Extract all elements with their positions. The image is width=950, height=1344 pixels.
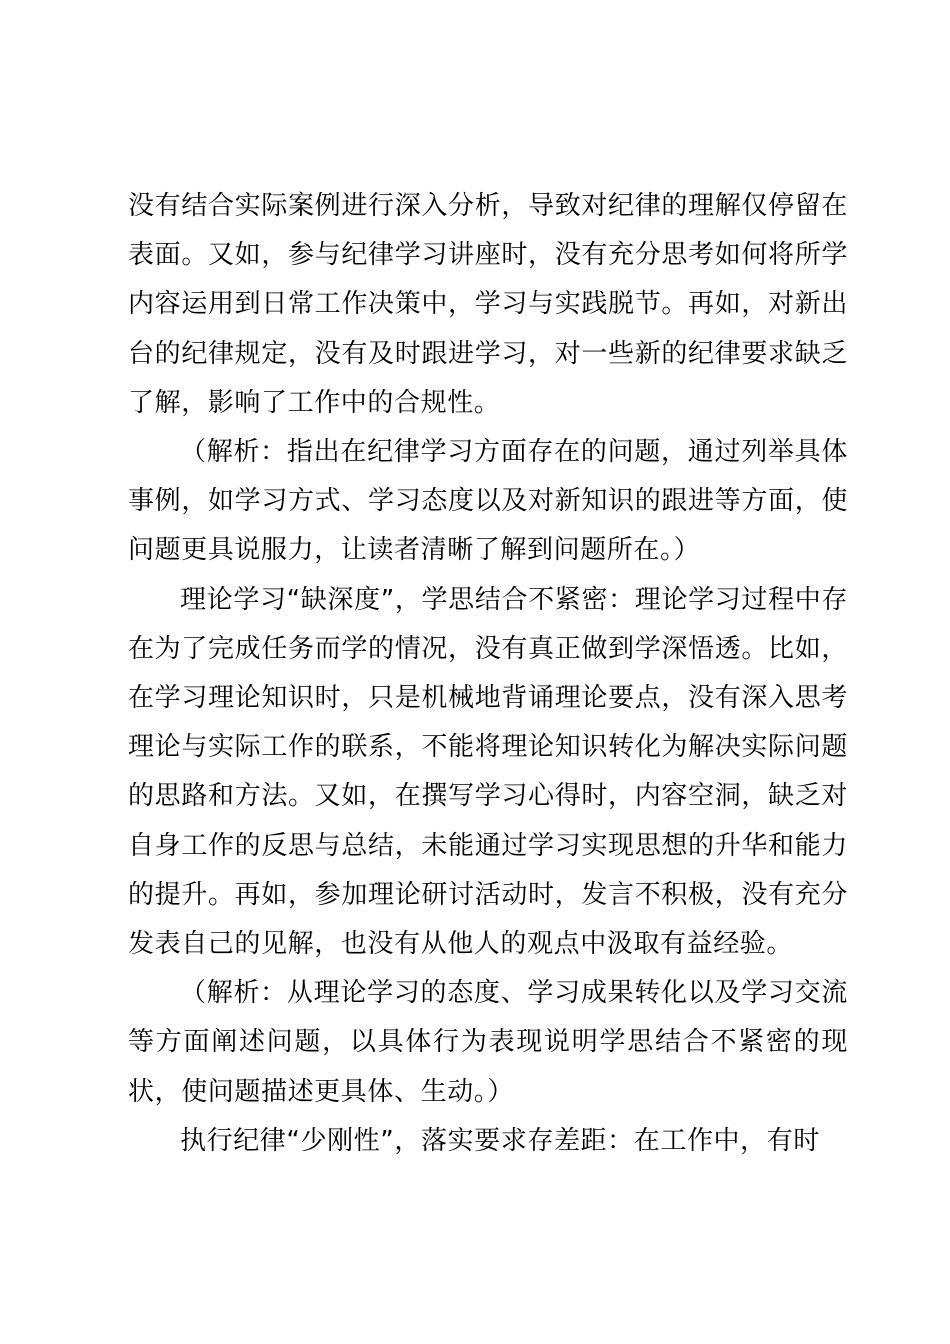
document-page xyxy=(128,182,848,1166)
paragraph-theory-study: 理论学习“缺深度”，学思结合不紧密：理论学习过程中存在为了完成任务而学的情况，没有真正做到学深悟透。比如，在学习理论知识时，只是机械地背诵理论要点，没有深入思考理论与实际工作的联系，不能将理论知识转化为解决实际问题的思路和方法。又如，在撰写学习心得时，内容空洞，缺乏对自身工作的反思与总结，未能通过学习实现思想的升华和能力的提升。再如，参加理论研讨活动时，发言不积极，没有充分发表自己的见解，也没有从他人的观点中汲取有益经验。 xyxy=(128,584,848,960)
paragraph-analysis-1: （解析：指出在纪律学习方面存在的问题，通过列举具体事例，如学习方式、学习态度以及对新知识的跟进等方面，使问题更具说服力，让读者清晰了解到问题所在。） xyxy=(128,437,848,566)
paragraph-analysis-2: （解析：从理论学习的态度、学习成果转化以及学习交流等方面阐述问题，以具体行为表现说明学思结合不紧密的现状，使问题描述更具体、生动。） xyxy=(128,978,848,1107)
paragraph-continuation: 没有结合实际案例进行深入分析，导致对纪律的理解仅停留在表面。又如，参与纪律学习讲座时，没有充分思考如何将所学内容运用到日常工作决策中，学习与实践脱节。再如，对新出台的纪律规定，没有及时跟进学习，对一些新的纪律要求缺乏了解，影响了工作中的合规性。 xyxy=(128,191,848,418)
paragraph-discipline-execution: 执行纪律“少刚性”，落实要求存差距：在工作中，有时 xyxy=(180,1125,820,1156)
